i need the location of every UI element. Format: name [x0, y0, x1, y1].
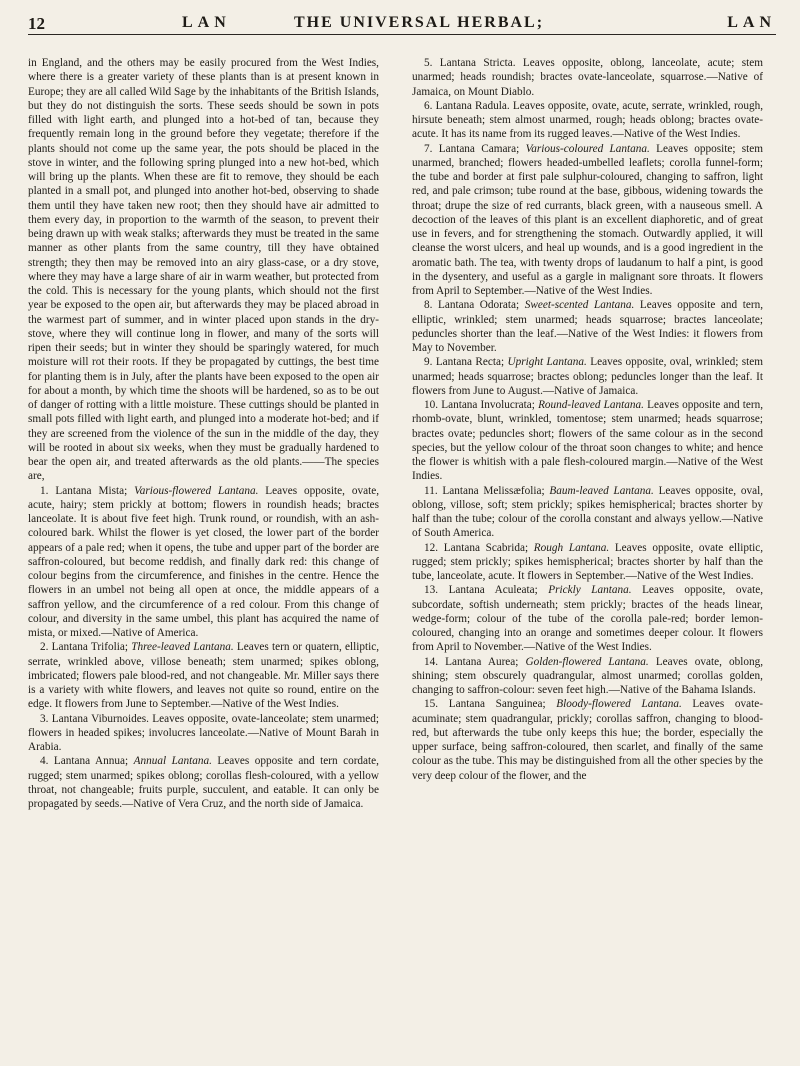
header-rule — [28, 34, 776, 35]
species-description: Leaves opposite; stem unarmed, branched; flowers headed-umbelled leaflets; corolla funnel-form; the tube and border at first pale sulphur-coloured, changing to saffron, light red, and pale crimson; tube round at the base, gibbous, widening towards the throat; drupe the size of red currants, black green, with a nauseous smell. A decoction of the leaves of this plant is an excellent diaphoretic, and of great use in fevers, and for strengthening the stomach. Outwardly applied, it will cleanse the worst ulcers, and heal up wounds, and is a good ingredient in the aromatic bath. The tea, with twenty drops of laudanum to half a pint, is good in the dysentery, and useful as a gargle in malignant sore throats. It flowers from April to September.—Native of the West Indies. — [412, 142, 763, 297]
common-name: Prickly Lantana. — [548, 584, 632, 597]
species-name: Lantana Melissæfolia; — [442, 484, 545, 497]
common-name: Various-coloured Lantana. — [525, 142, 650, 155]
species-name: Lantana Annua; — [53, 755, 129, 768]
species-name: Lantana Scabrida; — [443, 541, 529, 554]
species-description: Leaves ovate, oblong, shining; stem obscurely quadrangular, almost unarmed; corollas golden, changing to saffron-colour: seven feet high.—Native of the Bahama Islands. — [412, 655, 763, 696]
species-entry — [412, 142, 763, 299]
species-description: Leaves opposite and tern cordate, rugged; stem unarmed; spikes oblong; corollas flesh-coloured, with a yellow throat, not changeable; fruits purple, succulent, and eatable. It can only be propagated by seeds.—Native of Vera Cruz, and the north side of Jamaica. — [28, 755, 379, 810]
species-number: 11. — [424, 484, 438, 497]
species-number: 7. — [424, 142, 433, 155]
species-entry — [28, 712, 379, 755]
species-number: 9. — [424, 356, 433, 369]
species-entry — [412, 398, 763, 484]
species-name: Lantana Trifolia; — [51, 641, 128, 654]
species-description: Leaves opposite, ovate-lanceolate; stem unarmed; flowers in headed spikes; involucres lanceolate.—Native of Mount Barah in Arabia. — [28, 712, 379, 753]
species-name: Lantana Radula. — [435, 99, 510, 112]
species-entry — [28, 640, 379, 711]
species-entry — [412, 697, 763, 783]
species-description: Leaves opposite, ovate elliptic, rugged; stem prickly; spikes hemispherical; bractes shorter by half than the tube, lanceolate, acute. It flowers in September.—Native of the West Indies. — [412, 541, 763, 582]
continued-paragraph — [28, 56, 379, 484]
species-description: Leaves opposite, ovate, subcordate, softish underneath; stem prickly; bractes of the heads linear, wedge-form; colour of the tube of the corolla pale-red; border lemon-coloured, changing into an orange and sometimes deeper colour. It flowers from April to November.—Native of the West Indies. — [412, 584, 763, 654]
species-description: in England, and the others may be easily procured from the West Indies, where there is a greater variety of these plants than is at present known in Europe; they are all called Wild Sage by the inhabitants of the British Islands, but they do not distinguish the sorts. These seeds should be sown in pots filled with light earth, and plunged into a hot-bed of tan, because they frequently remain long in the ground before they vegetate; therefore if the plants should not come up the same year, the pots should be placed in the stove in winter, and the following spring plunged into a new hot-bed, which will bring up the plants. When these are fit to remove, they should be each planted in a small pot, and plunged into another hot-bed, observing to shade them until they have taken new root; then they should have air admitted to them every day, in proportion to the warmth of the season, to prevent their being drawn up with weak stalks; afterwards they must be treated in the same manner as other plants from the same country, till they have obtained strength; they then may be removed into an airy glass-case, or a dry stove, where they may have a large share of air in warm weather, but protected from the cold. This is necessary for the young plants, which should not the first year be exposed to the open air, but afterwards they may be placed abroad in the warmest part of summer, and in winter placed upon stands in the dry-stove, where they will continue long in flower, and many of the sorts will ripen their seeds; but in winter they should be sparingly watered, for much moisture will rot their roots. If they be propagated by cuttings, the best time for planting them is in July, after the plants have been exposed to the open air for about a month, by which time the shoots will be hardened, so as to be out of danger of rotting with a little moisture. These cuttings should be planted in small pots filled with light earth, and plunged into a moderate hot-bed; and if they are screened from the violence of the sun in the middle of the day, they will be rooted in about six weeks, when they must be gradually hardened to bear the open air, and treated afterwards as the old plants.——The species are, — [28, 57, 379, 483]
common-name: Sweet-scented Lantana. — [524, 299, 635, 312]
species-description: Leaves opposite, ovate, acute, hairy; stem prickly at bottom; flowers in roundish heads; bractes lanceolate. It is about five feet high. Trunk round, or roundish, with an ash-coloured bark. Whilst the flower is yet closed, the lower part of the border appears of a pale red; when it opens, the tube and upper part of the border are saffron-coloured, but become reddish, and finally dark red: this change of colour begins from the circumference, and finishes in the centre. Hence the flowers in an umbel not being all open at once, the middle appears of a saffron yellow, and the circumference of a red colour. From this change of colour, and diversity in the same umbel, this plant has acquired the name of mista, or mixed.—Native of America. — [28, 484, 379, 639]
common-name: Three-leaved Lantana. — [131, 641, 234, 654]
species-name: Lantana Camara; — [438, 142, 520, 155]
common-name: Bloody-flowered Lantana. — [556, 698, 682, 711]
page-number: 12 — [28, 14, 45, 33]
species-description: Leaves opposite, oval, wrinkled; stem unarmed; heads squarrose; bractes oblong; peduncles longer than the leaf. It flowers from June to August.—Native of Jamaica. — [412, 356, 763, 397]
species-number: 6. — [424, 99, 433, 112]
running-head-left: LAN — [182, 14, 231, 31]
common-name: Upright Lantana. — [507, 356, 587, 369]
species-description: Leaves opposite, oval, oblong, villose, soft; stem prickly; spikes hemispherical; bractes shorter by half than the tube; colour of the corolla constant and always yellow.—Native of South America. — [412, 484, 763, 540]
common-name: Golden-flowered Lantana. — [525, 655, 649, 668]
species-number: 15. — [424, 698, 439, 711]
species-entry — [28, 754, 379, 811]
species-description: Leaves opposite and tern, rhomb-ovate, blunt, wrinkled, tomentose; stem unarmed; heads squarrose; bractes ovate; peduncles short; flowers of the same colour as in the second species, but the yellow colour of the throat soon changes to white; and hence the flower is whitish with a pale flesh-coloured margin.—Native of the West Indies. — [412, 399, 763, 483]
species-number: 13. — [424, 584, 439, 597]
species-description: Leaves opposite and tern, elliptic, wrinkled; stem unarmed; heads squarrose; bractes lanceolate; peduncles shorter than the leaf.—Native of the West Indies: it flowers from May to November. — [412, 299, 763, 354]
right-column — [412, 56, 763, 1056]
common-name: Baum-leaved Lantana. — [549, 484, 654, 497]
species-number: 5. — [424, 57, 433, 69]
species-number: 2. — [40, 641, 49, 654]
species-description: Leaves opposite, oblong, lanceolate, acute; stem unarmed; heads roundish; bractes ovate-lanceolate, squarrose.—Native of Jamaica, on Mount Diablo. — [412, 57, 763, 98]
species-entry — [412, 484, 763, 541]
common-name: Various-flowered Lantana. — [134, 484, 259, 497]
species-entry — [412, 583, 763, 654]
species-name: Lantana Involucrata; — [441, 399, 535, 411]
species-number: 12. — [424, 541, 439, 554]
species-number: 8. — [424, 299, 433, 312]
left-column — [28, 56, 379, 1056]
species-entry — [412, 655, 763, 698]
species-entry — [412, 99, 763, 142]
species-number: 14. — [424, 655, 439, 668]
species-number: 10. — [424, 399, 439, 411]
species-entry — [412, 298, 763, 355]
common-name: Rough Lantana. — [533, 541, 610, 554]
species-name: Lantana Aurea; — [445, 655, 519, 668]
species-entry — [412, 56, 763, 99]
species-description: Leaves opposite, ovate, acute, serrate, wrinkled, rough, hirsute beneath; stem almost unarmed, rough; heads oblong; bractes ovate-acute. It has its name from its rugged leaves.—Native of the West Indies. — [412, 99, 763, 141]
common-name: Annual Lantana. — [133, 755, 212, 768]
species-name: Lantana Mista; — [55, 484, 128, 497]
common-name: Round-leaved Lantana. — [538, 399, 644, 411]
species-number: 1. — [40, 484, 49, 497]
species-number: 3. — [40, 712, 49, 725]
species-description: Leaves tern or quatern, elliptic, serrate, wrinkled above, villose beneath; stem unarmed; spikes oblong, imbricated; flowers pale blood-red, and not changeable. Mr. Miller says there is a variety with white flowers, and leaves not quite so round, entire on the edge. It flowers from June to September.—Native of the West Indies. — [28, 641, 379, 711]
running-header — [28, 6, 776, 46]
species-entry — [28, 484, 379, 641]
species-name: Lantana Stricta. — [439, 57, 516, 69]
species-name: Lantana Aculeata; — [448, 584, 538, 597]
running-head-right: LAN — [727, 14, 776, 31]
species-entry — [412, 355, 763, 398]
species-name: Lantana Odorata; — [438, 299, 520, 312]
species-name: Lantana Recta; — [435, 356, 505, 369]
running-title: THE UNIVERSAL HERBAL; — [294, 14, 545, 31]
species-name: Lantana Sanguinea; — [448, 698, 546, 711]
species-name: Lantana Viburnoides. — [51, 712, 149, 725]
species-number: 4. — [40, 755, 49, 768]
species-description: Leaves ovate-acuminate; stem quadrangular, prickly; corollas saffron, changing to blood-red, but afterwards the tube only keeps this hue; the border, especially the upper surface, being saffron-coloured, then scarlet, and finally of the same colour as the tube. This may be distinguished from all the other species by the very deep colour of the flower, and the — [412, 698, 763, 782]
species-entry — [412, 541, 763, 584]
